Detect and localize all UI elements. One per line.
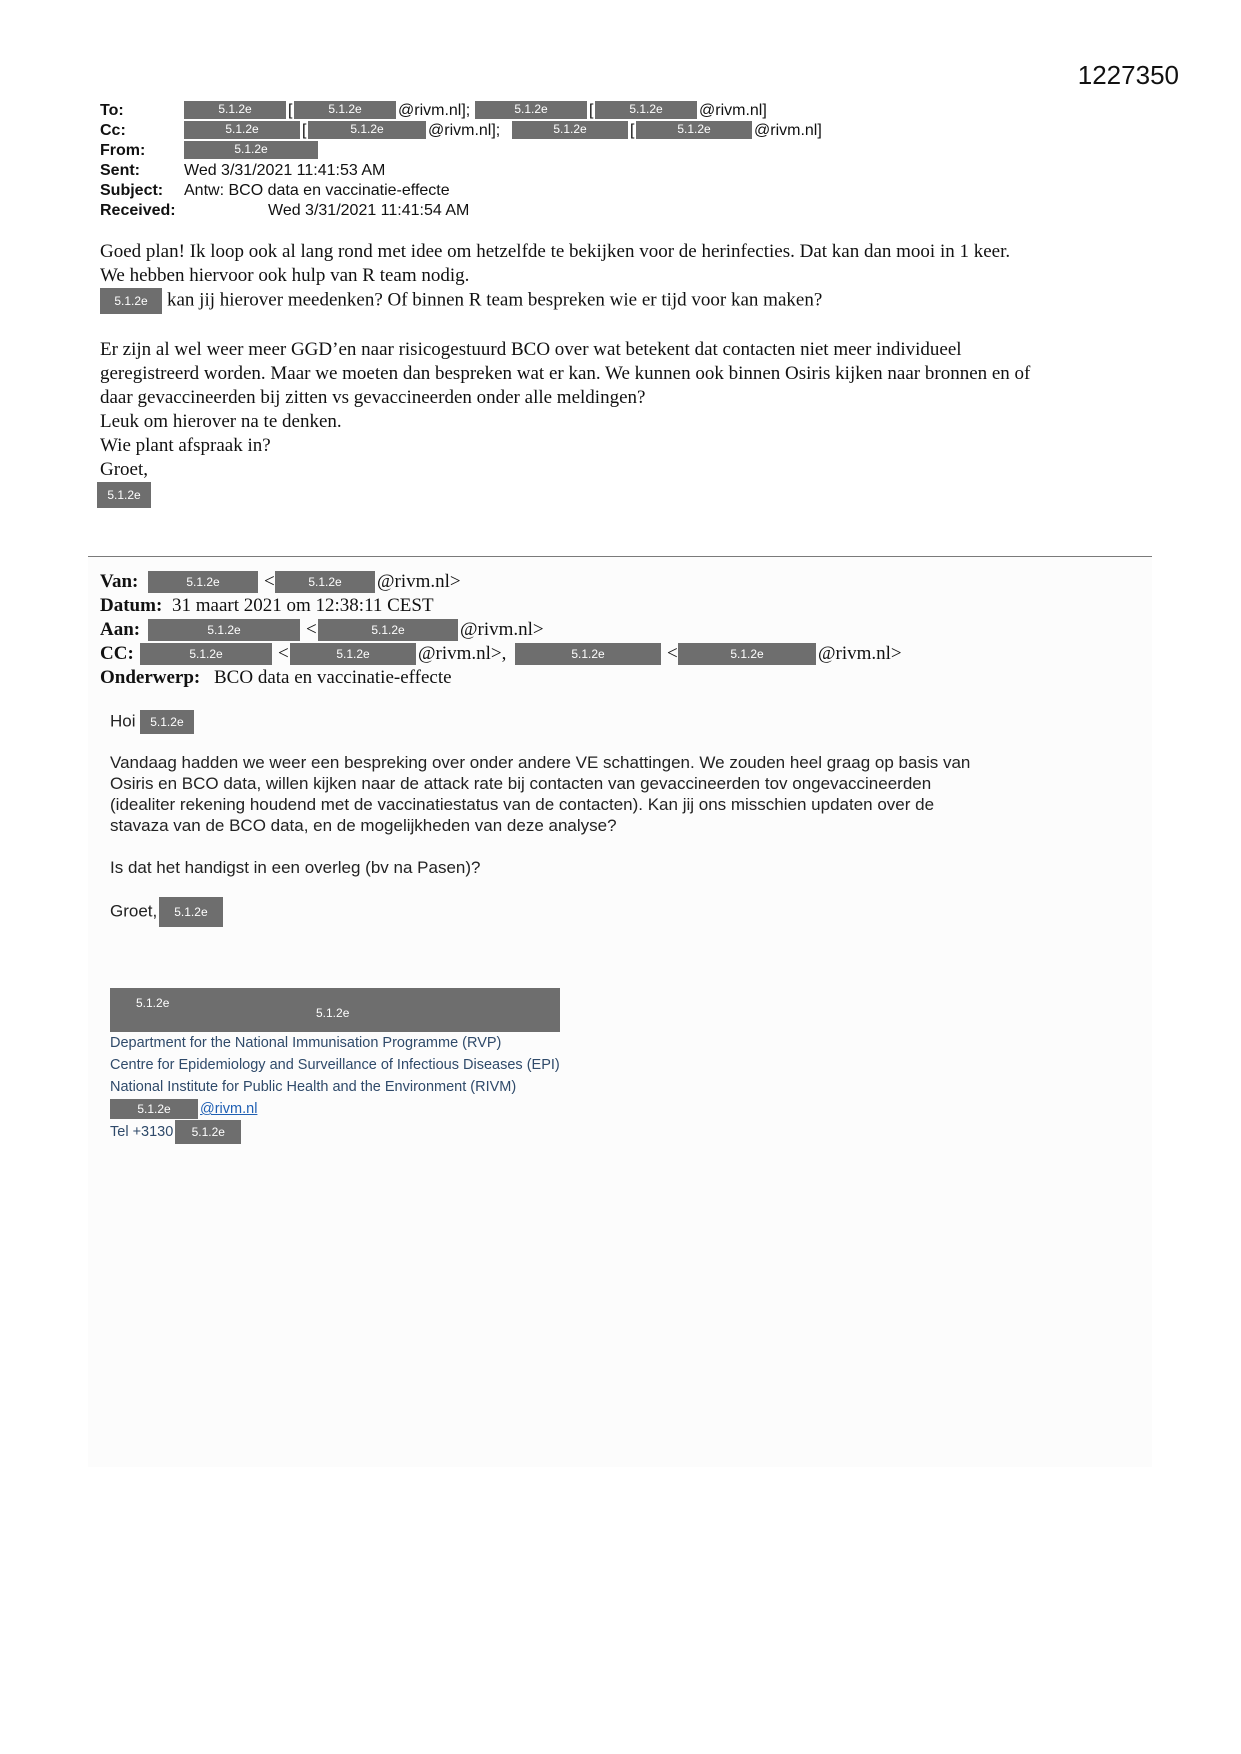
onderwerp-row — [100, 666, 1140, 690]
body-line: Vandaag hadden we weer een bespreking over onder andere VE schattingen. We zouden heel graag op basis van — [110, 753, 971, 772]
to-domain-1: @rivm.nl]; — [398, 102, 471, 119]
bracket: [ — [630, 122, 635, 139]
sent-row — [100, 161, 1140, 181]
reply-line: We hebben hiervoor ook hulp van R team nodig. — [100, 265, 470, 286]
to-row — [100, 101, 1140, 121]
from-label: From: — [100, 142, 146, 159]
reply-line: geregistreerd worden. Maar we moeten dan bespreken wat er kan. We kunnen ook binnen Osiris kijken naar bronnen en of — [100, 363, 1031, 384]
redaction-box: 5.1.2e — [159, 897, 222, 927]
van-row — [100, 570, 1140, 594]
body-line: Is dat het handigst in een overleg (bv na Pasen)? — [110, 858, 481, 877]
subject-label: Subject: — [100, 182, 164, 199]
redaction-box: 5.1.2e — [100, 288, 162, 314]
onderwerp-label: Onderwerp: — [100, 667, 201, 688]
reply-line: Leuk om hierover na te denken. — [100, 411, 342, 432]
signature-dept: Department for the National Immunisation Programme (RVP) — [110, 1035, 502, 1051]
redaction-box: 5.1.2e — [148, 619, 300, 641]
cc-domain-2: @rivm.nl] — [754, 122, 822, 139]
aan-label: Aan: — [100, 619, 141, 640]
signature-tel-line — [110, 1120, 810, 1144]
redaction-box: 5.1.2e — [184, 121, 300, 139]
redaction-box: 5.1.2e — [512, 121, 628, 139]
datum-label: Datum: — [100, 595, 163, 616]
body-line: (idealiter rekening houdend met de vaccinatiestatus van de contacten). Kan jij ons misschien updaten over de — [110, 795, 935, 814]
redaction-box: 5.1.2e — [308, 121, 426, 139]
redaction-box: 5.1.2e — [294, 101, 396, 119]
cc-domain-1: @rivm.nl]; — [428, 122, 501, 139]
email-link[interactable]: @rivm.nl — [200, 1101, 258, 1117]
greeting-line — [110, 710, 1130, 734]
van-domain: @rivm.nl> — [377, 571, 461, 592]
bracket: [ — [302, 122, 307, 139]
aan-domain: @rivm.nl> — [460, 619, 544, 640]
email-header — [100, 101, 1140, 221]
received-row — [100, 201, 1140, 221]
subject-row — [100, 181, 1140, 201]
signature-institute: National Institute for Public Health and the Environment (RIVM) — [110, 1079, 517, 1095]
body-line: stavaza van de BCO data, en de mogelijkheden van deze analyse? — [110, 816, 617, 835]
redaction-code: 5.1.2e — [316, 1006, 350, 1020]
redaction-block — [110, 988, 560, 1032]
redaction-box: 5.1.2e — [97, 482, 151, 508]
received-value: Wed 3/31/2021 11:41:54 AM — [268, 202, 470, 219]
redaction-box: 5.1.2e — [110, 1099, 198, 1119]
subject-value: Antw: BCO data en vaccinatie-effecte — [184, 182, 450, 199]
reply-text: kan jij hierover meedenken? Of binnen R team bespreken wie er tijd voor kan maken? — [167, 289, 823, 311]
to-label: To: — [100, 102, 124, 119]
redaction-box: 5.1.2e — [148, 571, 258, 593]
lt-sign: < — [278, 643, 289, 664]
datum-value: 31 maart 2021 om 12:38:11 CEST — [172, 595, 434, 616]
redaction-box: 5.1.2e — [595, 101, 697, 119]
redaction-box: 5.1.2e — [184, 141, 318, 159]
reply-line: Er zijn al wel weer meer GGD’en naar risicogestuurd BCO over wat betekent dat contacten niet meer individueel — [100, 339, 962, 360]
reply-line: Goed plan! Ik loop ook al lang rond met idee om hetzelfde te bekijken voor de herinfecties. Dat kan dan mooi in 1 keer. — [100, 241, 1011, 262]
aan-row — [100, 618, 1140, 642]
cc-domain-2: @rivm.nl> — [818, 643, 902, 664]
reply-closing: Groet, — [100, 459, 149, 480]
redaction-code: 5.1.2e — [136, 996, 170, 1010]
document-id: 1227350 — [1077, 60, 1179, 90]
closing: Groet, — [110, 901, 158, 921]
from-row — [100, 141, 1140, 161]
lt-sign: < — [667, 643, 678, 664]
greeting: Hoi — [110, 711, 136, 731]
bracket: [ — [288, 102, 293, 119]
closing-line — [110, 897, 1130, 927]
sent-label: Sent: — [100, 162, 140, 179]
onderwerp-value: BCO data en vaccinatie-effecte — [214, 667, 452, 688]
van-label: Van: — [100, 571, 139, 592]
redaction-box: 5.1.2e — [175, 1120, 241, 1144]
reply-body — [100, 240, 1150, 508]
redaction-box: 5.1.2e — [636, 121, 752, 139]
tel-prefix: Tel +3130 — [110, 1123, 174, 1140]
reply-line-with-redaction — [100, 288, 1150, 314]
redaction-box: 5.1.2e — [318, 619, 458, 641]
bracket: [ — [589, 102, 594, 119]
divider — [88, 556, 1152, 557]
redaction-box: 5.1.2e — [678, 643, 816, 665]
sent-value: Wed 3/31/2021 11:41:53 AM — [184, 162, 386, 179]
reply-line: daar gevaccineerden bij zitten vs gevaccineerden onder alle meldingen? — [100, 387, 646, 408]
to-domain-2: @rivm.nl] — [699, 102, 767, 119]
cc-row — [100, 642, 1140, 666]
quoted-header — [100, 570, 1140, 690]
lt-sign: < — [306, 619, 317, 640]
signature — [110, 988, 810, 1144]
signature-email-line — [110, 1098, 810, 1120]
redaction-box: 5.1.2e — [184, 101, 286, 119]
redaction-box: 5.1.2e — [290, 643, 416, 665]
redaction-box: 5.1.2e — [140, 643, 272, 665]
cc-label: Cc: — [100, 122, 126, 139]
redaction-box: 5.1.2e — [140, 710, 193, 734]
reply-line: Wie plant afspraak in? — [100, 435, 271, 456]
datum-row — [100, 594, 1140, 618]
quoted-body — [110, 710, 1130, 927]
lt-sign: < — [264, 571, 275, 592]
body-line: Osiris en BCO data, willen kijken naar de attack rate bij contacten van gevaccineerden tov ongevaccineerden — [110, 774, 932, 793]
redaction-box: 5.1.2e — [275, 571, 375, 593]
cc-label: CC: — [100, 643, 134, 664]
signature-centre: Centre for Epidemiology and Surveillance of Infectious Diseases (EPI) — [110, 1057, 560, 1073]
redaction-box: 5.1.2e — [475, 101, 587, 119]
cc-row — [100, 121, 1140, 141]
received-label: Received: — [100, 202, 176, 219]
cc-domain-1: @rivm.nl>, — [418, 643, 507, 664]
redaction-box: 5.1.2e — [515, 643, 661, 665]
